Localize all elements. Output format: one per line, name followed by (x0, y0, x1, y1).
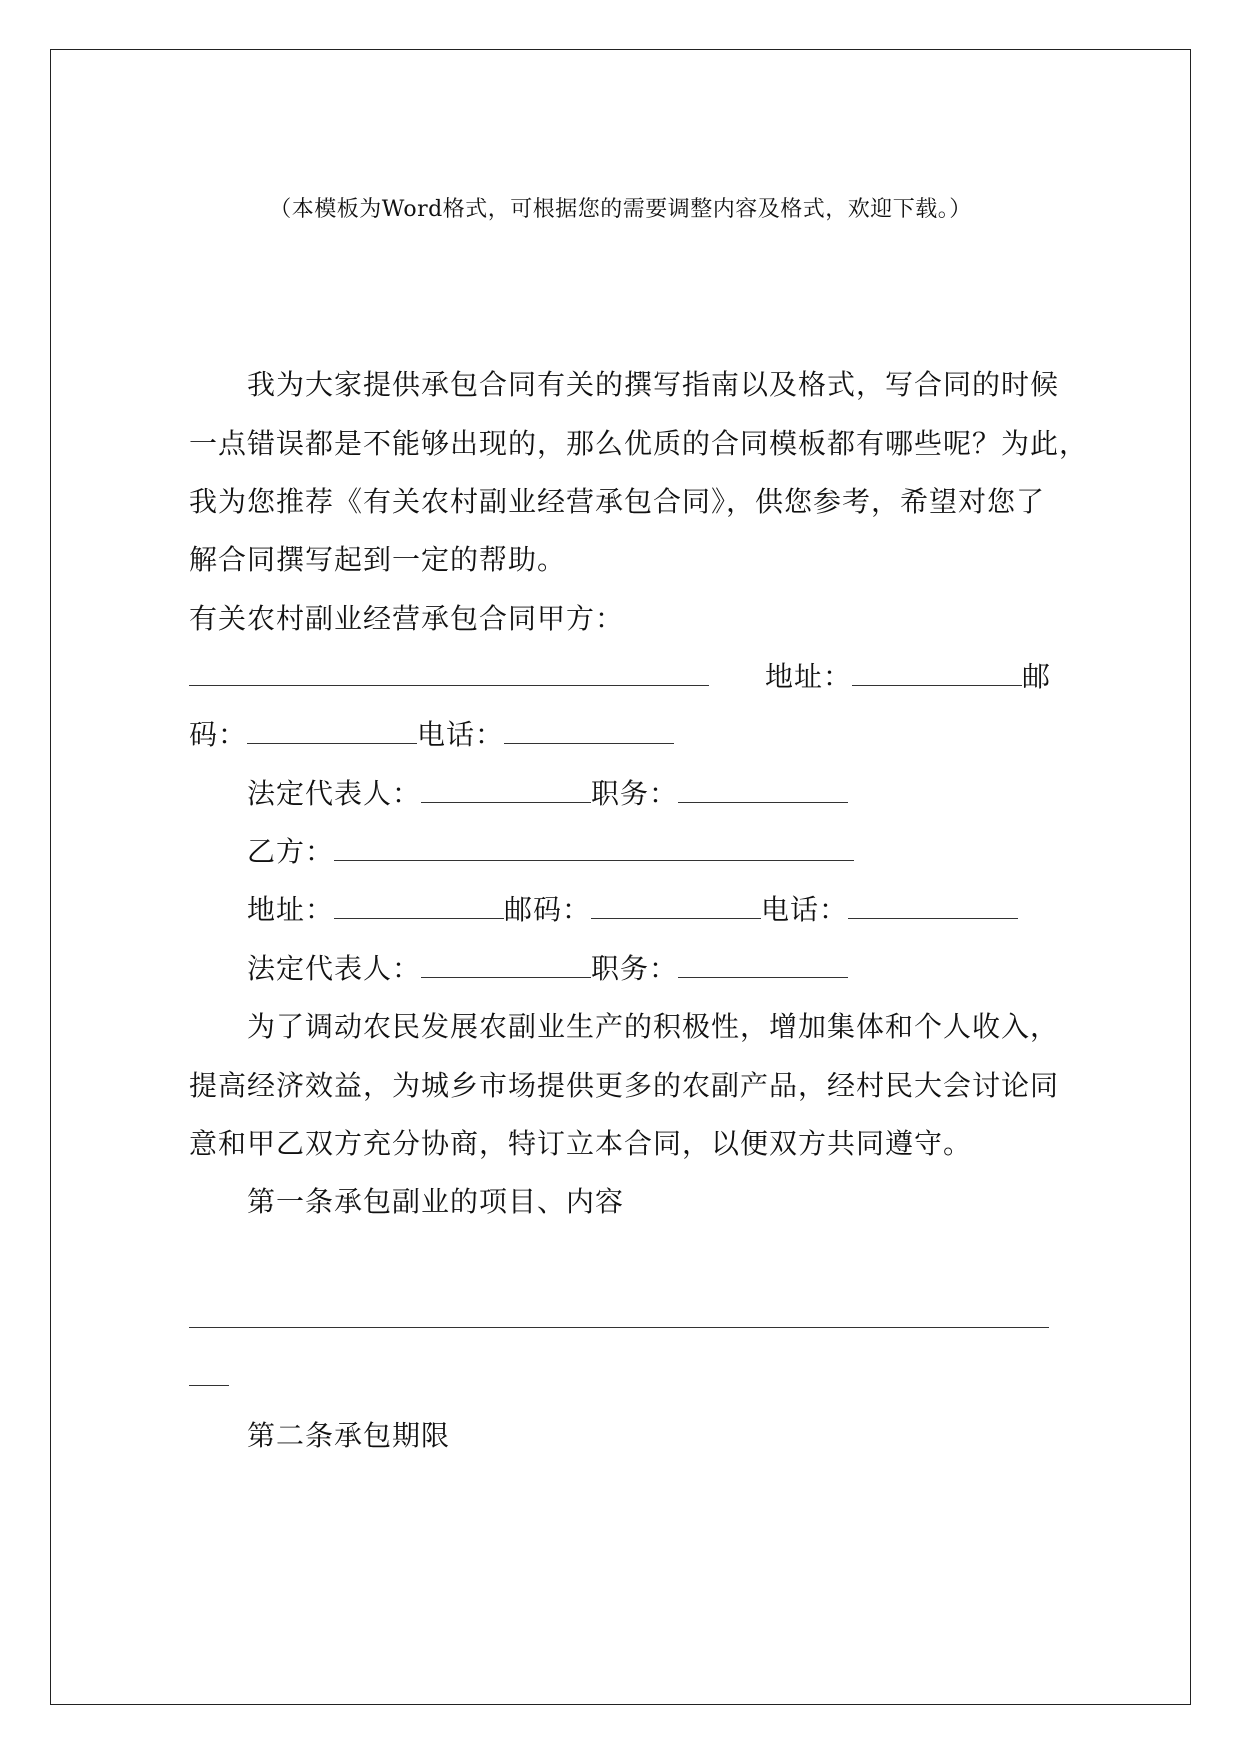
party-b-label: 乙方： (247, 835, 335, 868)
party-a-rep-line (247, 777, 848, 811)
intro-line-3: 我为您推荐《有关农村副业经营承包合同》，供您参考，希望对您了 (189, 485, 1046, 518)
party-a-rep-blank[interactable] (421, 778, 591, 803)
party-b-line (247, 835, 854, 869)
party-a-name-blank[interactable] (189, 661, 709, 686)
party-b-address-line (247, 893, 1018, 927)
postcode-label-part2: 码： (189, 718, 248, 751)
purpose-line-2: 提高经济效益，为城乡市场提供更多的农副产品，经村民大会讨论同 (189, 1069, 1060, 1102)
phone-label: 电话： (417, 718, 505, 751)
intro-line-1: 我为大家提供承包合同有关的撰写指南以及格式，写合同的时候 (247, 368, 1060, 401)
article-1-heading: 第一条承包副业的项目、内容 (247, 1185, 625, 1218)
party-b-rep-line (247, 952, 848, 986)
party-b-postcode-label: 邮码： (504, 893, 592, 926)
party-b-position-blank[interactable] (678, 953, 848, 978)
address-label: 地址： (765, 660, 853, 693)
party-a-postcode-line (189, 718, 674, 752)
party-b-address-blank[interactable] (334, 894, 504, 919)
article-1-blank-line (189, 1302, 1049, 1336)
article-1-content-blank[interactable] (189, 1303, 1049, 1328)
purpose-line-1: 为了调动农民发展农副业生产的积极性，增加集体和个人收入， (247, 1010, 1060, 1043)
party-a-postcode-blank[interactable] (247, 719, 417, 744)
party-b-name-blank[interactable] (334, 836, 854, 861)
party-b-legal-rep-label: 法定代表人： (247, 952, 422, 985)
template-note: （本模板为Word格式，可根据您的需要调整内容及格式，欢迎下载。） (269, 197, 972, 222)
party-b-address-label: 地址： (247, 893, 335, 926)
article-1-blank-line-2 (189, 1360, 229, 1394)
intro-line-2: 一点错误都是不能够出现的，那么优质的合同模板都有哪些呢？为此， (189, 427, 1089, 460)
party-a-phone-blank[interactable] (504, 719, 674, 744)
party-b-rep-blank[interactable] (421, 953, 591, 978)
party-b-phone-blank[interactable] (848, 894, 1018, 919)
postcode-label-part1: 邮 (1022, 660, 1052, 693)
party-b-postcode-blank[interactable] (591, 894, 761, 919)
party-a-address-line (189, 660, 1051, 694)
contract-title-party-a: 有关农村副业经营承包合同甲方： (189, 602, 625, 635)
party-a-address-blank[interactable] (852, 661, 1022, 686)
party-a-position-blank[interactable] (678, 778, 848, 803)
page-border (50, 49, 1191, 1705)
purpose-line-3: 意和甲乙双方充分协商，特订立本合同，以便双方共同遵守。 (189, 1127, 973, 1160)
intro-line-4: 解合同撰写起到一定的帮助。 (189, 543, 567, 576)
article-2-heading: 第二条承包期限 (247, 1419, 451, 1452)
party-b-position-label: 职务： (591, 952, 679, 985)
party-b-phone-label: 电话： (761, 893, 849, 926)
article-1-content-blank-tail[interactable] (189, 1361, 229, 1386)
position-label: 职务： (591, 777, 679, 810)
legal-rep-label: 法定代表人： (247, 777, 422, 810)
